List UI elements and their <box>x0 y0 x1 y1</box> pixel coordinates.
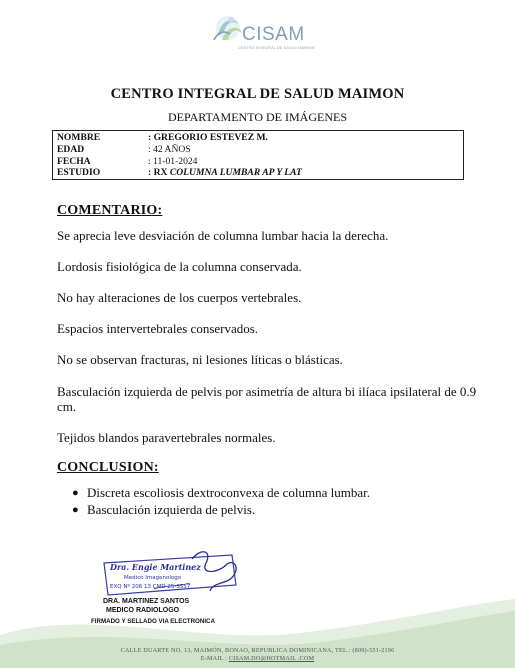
patient-info-box <box>52 130 464 180</box>
comment-paragraph: No se observan fracturas, ni lesiones líticas o blásticas. <box>57 352 343 367</box>
logo-subtitle: CENTRO INTEGRAL DE SALUD MAIMON <box>238 45 315 50</box>
study-value <box>148 167 302 179</box>
age-value: : 42 AÑOS <box>148 144 191 155</box>
conclusion-list <box>72 485 370 518</box>
date-label: FECHA <box>57 156 91 167</box>
comment-paragraph: Basculación izquierda de pelvis por asimetría de altura bi ilíaca ipsilateral de 0.9 cm. <box>57 384 477 414</box>
name-value: : GREGORIO ESTEVEZ M. <box>148 132 268 143</box>
stamp-line-1: Dra. Engie Martinez <box>110 562 201 572</box>
footer-address: CALLE DUARTE NO. 13, MAIMÓN, BONAO, REPUBLICA DOMINICANA, TEL.: (809)-551-2196 <box>120 647 395 654</box>
stamp-line-3: EXQ Nº 206 13 CMD 25-3557 <box>110 584 191 590</box>
comment-paragraph: No hay alteraciones de los cuerpos vertebrales. <box>57 290 302 305</box>
comment-paragraph: Se aprecia leve desviación de columna lumbar hacia la derecha. <box>57 228 389 243</box>
list-item <box>72 502 370 519</box>
list-item <box>72 485 370 502</box>
signature-note: FIRMADO Y SELLADO VIA ELECTRONICA <box>91 618 215 625</box>
footer-email-line <box>0 655 515 662</box>
study-name: COLUMNA LUMBAR AP Y LAT <box>169 167 302 178</box>
logo-brand-text: CISAM <box>242 24 305 45</box>
bullet-icon: ● <box>72 487 79 499</box>
conclusion-heading: CONCLUSION: <box>57 460 159 475</box>
study-label: ESTUDIO <box>57 167 101 178</box>
comment-paragraph: Lordosis fisiológica de la columna conservada. <box>57 259 302 274</box>
stamp-line-2: Medico Imagenologo <box>124 575 182 581</box>
comment-paragraph: Espacios intervertebrales conservados. <box>57 321 259 336</box>
doctor-role: MEDICO RADIOLOGO <box>106 607 180 614</box>
email-label: E-MAIL : <box>200 655 229 662</box>
comment-heading: COMENTARIO: <box>57 203 163 218</box>
age-label: EDAD <box>57 144 85 155</box>
date-value: : 11-01-2024 <box>148 156 198 167</box>
comment-paragraph: Tejidos blandos paravertebrales normales. <box>57 430 276 445</box>
conclusion-item-text: Basculación izquierda de pelvis. <box>87 501 256 517</box>
bullet-icon: ● <box>72 503 79 516</box>
cisam-logo <box>200 10 320 54</box>
name-label: NOMBRE <box>57 132 101 143</box>
page-title: CENTRO INTEGRAL DE SALUD MAIMON <box>110 86 405 102</box>
doctor-name: DRA. MARTINEZ SANTOS <box>103 598 190 605</box>
study-prefix: : RX <box>148 167 170 178</box>
email-link[interactable]: CISAM.DO@HOTMAIL .COM <box>228 655 315 662</box>
conclusion-item-text: Discreta escoliosis dextroconvexa de columna lumbar. <box>87 485 371 500</box>
department-title: DEPARTAMENTO DE IMÁGENES <box>168 110 347 124</box>
